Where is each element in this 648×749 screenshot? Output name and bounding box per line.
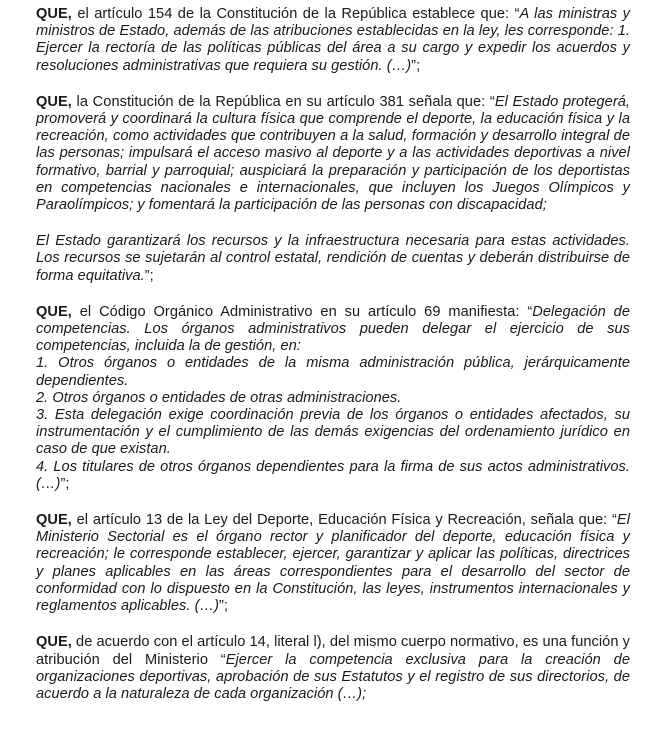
keyword-que: QUE, — [36, 303, 72, 320]
paragraph-tail: ”; — [411, 57, 421, 74]
paragraph-article-381 — [36, 94, 630, 214]
paragraph-tail: ”; — [144, 267, 154, 284]
list-item: 3. Esta delegación exige coordinación previa de los órganos o entidades afectados, su instrumentación y el cumplimiento de las demás exigencias del ordenamiento jurídico en caso de que existan. — [36, 407, 630, 458]
quoted-text: Ejercer la competencia exclusiva para la creación de organizaciones deportivas, aprobación de sus Estatutos y el registro de sus directorios, de acuerdo a la naturaleza de cada organización (…); — [36, 651, 630, 702]
paragraph-ley-deporte-article-13 — [36, 512, 630, 615]
list-item: 1. Otros órganos o entidades de la misma administración pública, jerárquicamente dependientes. — [36, 355, 630, 389]
paragraph-lead: el artículo 13 de la Ley del Deporte, Educación Física y Recreación, señala que: “ — [71, 512, 617, 529]
paragraph-lead: el Código Orgánico Administrativo en su artículo 69 manifiesta: “ — [71, 303, 533, 320]
paragraph-coa-article-69 — [36, 304, 630, 493]
paragraph-article-154 — [36, 6, 630, 75]
paragraph-article-381-continued — [36, 233, 630, 285]
list-item-text: 4. Los titulares de otros órganos dependientes para la firma de sus actos administrativos. (…) — [36, 458, 630, 492]
paragraph-article-14 — [36, 634, 630, 703]
quoted-text: El Ministerio Sectorial es el órgano rector y planificador del deporte, educación física y recreación; le corresponde establecer, ejercer, garantizar y aplicar las políticas, directrices y planes aplicables en las áreas correspondientes para el desarrollo del sector de conformidad con lo dispuesto en la Constitución, las leyes, instrumentos internacionales y reglamentos aplicables. (…) — [36, 512, 630, 615]
quoted-text: Delegación de competencias. Los órganos administrativos pueden delegar el ejercicio de sus competencias, incluida la de gestión, en: — [36, 303, 630, 355]
keyword-que: QUE, — [36, 634, 72, 651]
paragraph-tail: ”; — [60, 475, 70, 492]
quoted-text: El Estado protegerá, promoverá y coordinará la cultura física que comprende el deporte, la educación física y la recreación, como actividades que contribuyen a la salud, formación y desarrollo integral de las personas; impulsará el acceso masivo al deporte y a las actividades deportivas a nivel formativo, barrial y parroquial; auspiciará la preparación y participación de los deportistas en competencias nacionales e internacionales, que incluyen los Juegos Olímpicos y Paraolímpicos; y fomentará la participación de las personas con discapacidad; — [36, 93, 630, 214]
list-item: 2. Otros órganos o entidades de otras administraciones. — [36, 389, 402, 406]
paragraph-tail: ”; — [219, 598, 229, 615]
keyword-que: QUE, — [36, 93, 72, 110]
list-item — [36, 459, 630, 493]
paragraph-lead: la Constitución de la República en su artículo 381 señala que: “ — [71, 93, 495, 110]
paragraph-lead: de acuerdo con el artículo 14, literal l), del mismo cuerpo normativo, es una función y atribución del Ministerio “ — [36, 634, 630, 668]
paragraph-lead: el artículo 154 de la Constitución de la República establece que: “ — [71, 6, 520, 22]
keyword-que: QUE, — [36, 512, 72, 529]
quoted-text: A las ministras y ministros de Estado, además de las atribuciones establecidas en la ley, les corresponde: 1. Ejercer la rectoría de las políticas públicas del área a su cargo y expedir los acuerdos y resoluciones administrativas que requiera su gestión. (…) — [36, 6, 631, 74]
keyword-que: QUE, — [36, 6, 72, 22]
quoted-text: El Estado garantizará los recursos y la infraestructura necesaria para estas actividades. Los recursos se sujetarán al control estatal, rendición de cuentas y deberán distribuirse de forma equitativa. — [36, 233, 630, 284]
